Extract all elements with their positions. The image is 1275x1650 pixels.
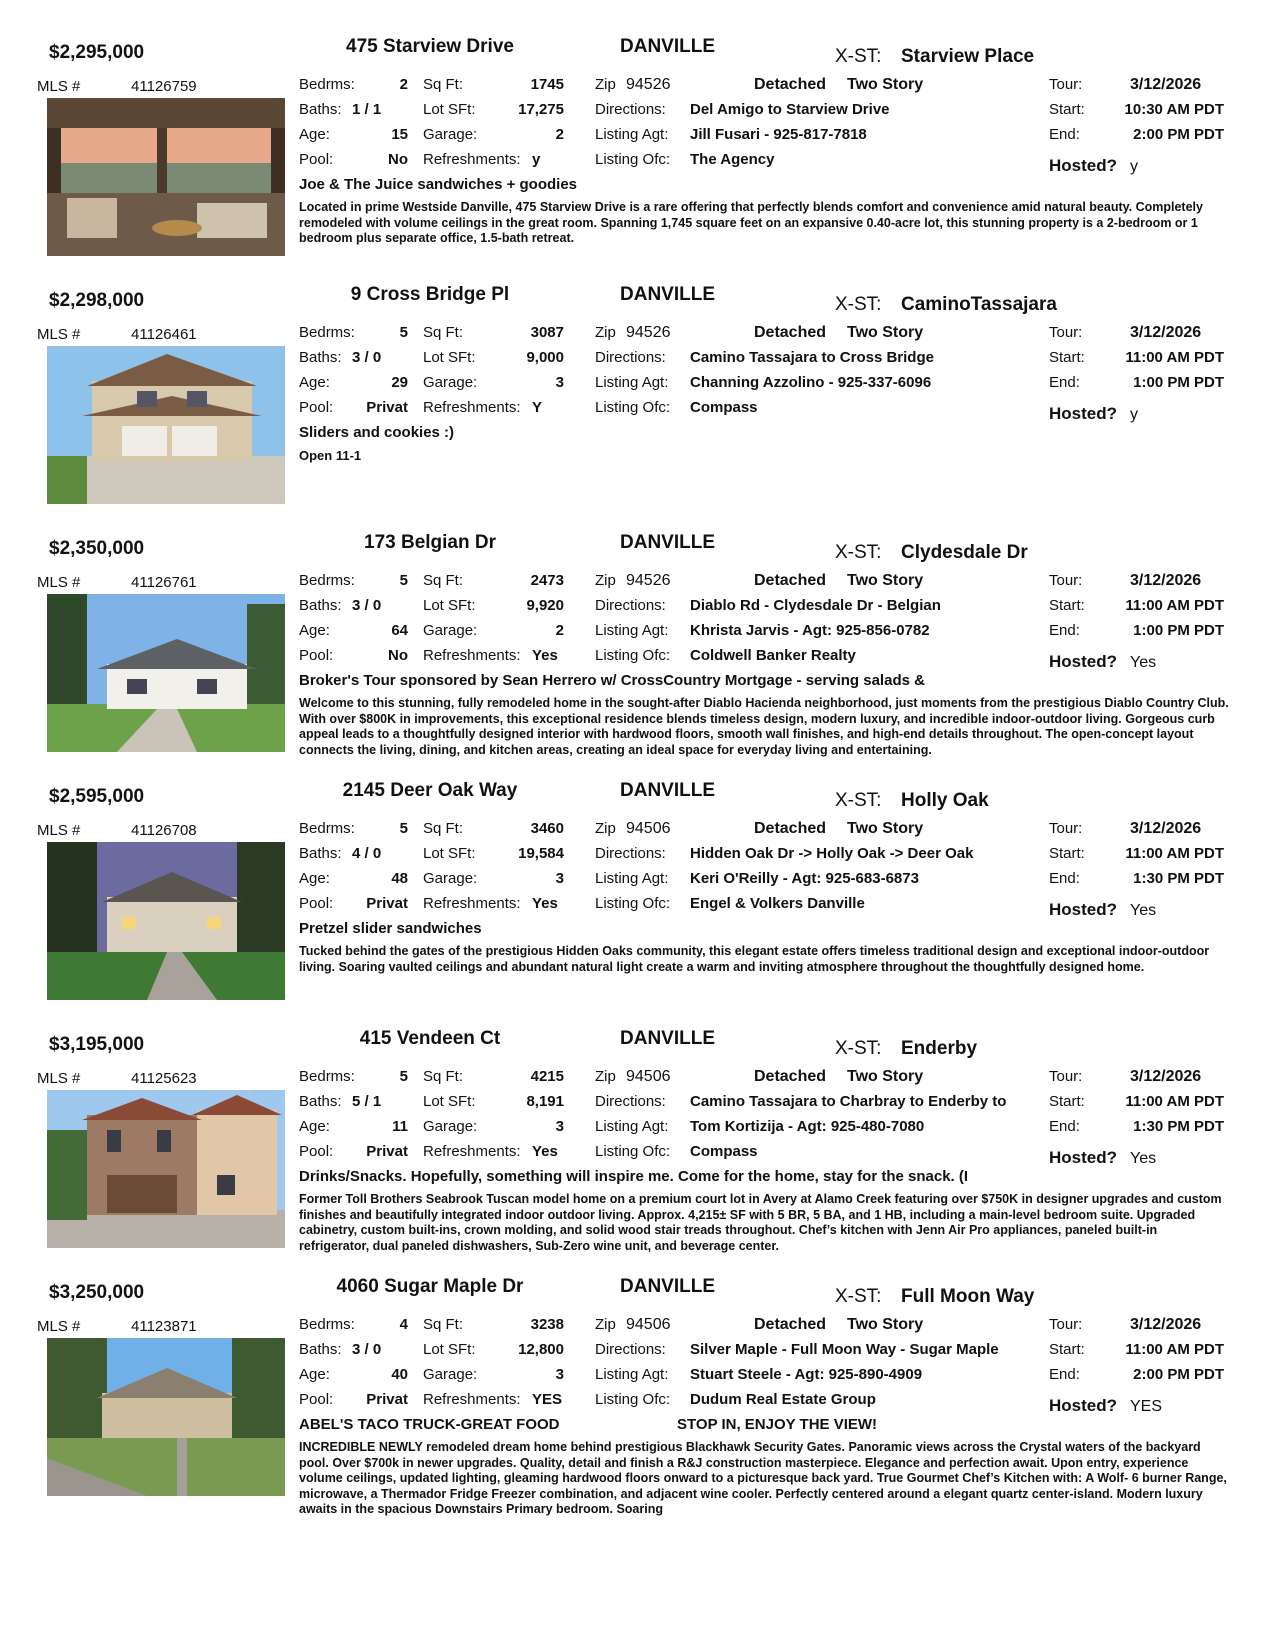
refreshments-label: Refreshments: [423,1391,521,1408]
pool-label: Pool: [299,895,334,912]
pool: Privat [366,895,408,912]
listing-agent: Khrista Jarvis - Agt: 925-856-0782 [690,622,930,639]
start-time: 11:00 AM PDT [1125,845,1224,862]
age-label: Age: [299,870,330,887]
directions: Silver Maple - Full Moon Way - Sugar Maple [690,1341,999,1358]
bedrooms-label: Bedrms: [299,1068,355,1085]
pool-label: Pool: [299,647,334,664]
cross-street-label: X-ST: [835,542,882,563]
listing-agent-label: Listing Agt: [595,126,669,143]
refreshments-label: Refreshments: [423,151,521,168]
refreshments-note-2: STOP IN, ENJOY THE VIEW! [677,1416,878,1433]
end-time: 1:00 PM PDT [1133,374,1224,391]
cross-street: Starview Place [901,46,1035,67]
property-photo [47,98,285,256]
listing-city: DANVILLE [620,532,715,553]
property-description: Tucked behind the gates of the prestigious Hidden Oaks community, this elegant estate offers timeless traditional design and exceptional indoor-outdoor living. Soaring vaulted ceilings and abundant natural light create a warm and inviting atmosphere throughout the thoughtfully designed home. [299,944,1210,974]
bedrooms: 5 [399,820,408,837]
garage: 3 [555,1118,564,1135]
bedrooms-label: Bedrms: [299,76,355,93]
start-time: 11:00 AM PDT [1125,597,1224,614]
property-style: Two Story [847,324,924,341]
cross-street: Holly Oak [901,790,989,811]
pool-label: Pool: [299,151,334,168]
zip-label: Zip [595,572,616,589]
listing-agent-label: Listing Agt: [595,1366,669,1383]
property-description: Former Toll Brothers Seabrook Tuscan model home on a premium court lot in Avery at Alamo Creek featuring over $750K in designer upgrades and custom finishes and beautifully integrated indoor outdoor living. Approx. 4,215± SF with 5 BR, 5 BA, and 1 HB, including a main-level bedroom suite. Upgraded cabinetry, custom built-ins, crown molding, and solid wood stair treads throughout. Chef’s kitchen with Jenn Air Pro appliances, paneled built-in refrigerator, dual paneled dishwashers, Sub-Zero wine unit, and beverage center. [299,1192,1222,1253]
baths-label: Baths: [299,1093,342,1110]
baths: 3 / 0 [352,349,382,366]
age: 15 [391,126,408,143]
garage-label: Garage: [423,126,478,143]
tour-label: Tour: [1049,572,1083,589]
sqft-label: Sq Ft: [423,820,464,837]
garage: 2 [555,622,564,639]
start-label: Start: [1049,1341,1085,1358]
lot-sqft: 17,275 [518,101,564,118]
refreshments-note: Joe & The Juice sandwiches + goodies [299,176,578,193]
sqft-label: Sq Ft: [423,324,464,341]
remarks: Open 11-1 [299,448,362,463]
baths-label: Baths: [299,1341,342,1358]
listing-agent: Channing Azzolino - 925-337-6096 [690,374,932,391]
baths: 4 / 0 [352,845,382,862]
lot-sqft: 9,920 [526,597,564,614]
property-type: Detached [754,76,827,93]
bedrooms-label: Bedrms: [299,1316,355,1333]
start-time: 11:00 AM PDT [1125,1093,1224,1110]
refreshments-note: Pretzel slider sandwiches [299,920,482,937]
cross-street: Clydesdale Dr [901,542,1028,563]
pool: Privat [366,1391,408,1408]
age-label: Age: [299,1366,330,1383]
refreshments: Yes [532,647,558,664]
tour-date: 3/12/2026 [1130,1068,1202,1085]
start-time: 11:00 AM PDT [1125,1341,1224,1358]
lot-sqft-label: Lot SFt: [423,597,476,614]
age: 29 [391,374,408,391]
start-time: 10:30 AM PDT [1124,101,1224,118]
directions: Diablo Rd - Clydesdale Dr - Belgian [690,597,941,614]
baths: 5 / 1 [352,1093,382,1110]
directions-label: Directions: [595,101,666,118]
start-label: Start: [1049,349,1085,366]
property-photo [47,842,285,1000]
listing-price: $3,195,000 [49,1034,145,1055]
directions-label: Directions: [595,1341,666,1358]
end-time: 1:30 PM PDT [1133,870,1224,887]
property-photo [47,594,285,752]
property-photo [47,1338,285,1496]
bedrooms: 4 [399,1316,408,1333]
zip-code: 94526 [626,324,671,341]
age: 40 [391,1366,408,1383]
refreshments-note: Sliders and cookies :) [299,424,455,441]
tour-label: Tour: [1049,1316,1083,1333]
sqft: 3238 [530,1316,564,1333]
listing-office-label: Listing Ofc: [595,895,671,912]
zip-code: 94506 [626,1068,671,1085]
lot-sqft: 19,584 [518,845,564,862]
cross-street: Enderby [901,1038,978,1059]
listing-agent-label: Listing Agt: [595,622,669,639]
lot-sqft-label: Lot SFt: [423,1341,476,1358]
property-type: Detached [754,1316,827,1333]
refreshments: YES [532,1391,563,1408]
garage: 3 [555,374,564,391]
bedrooms: 2 [399,76,408,93]
hosted-label: Hosted? [1049,1148,1117,1167]
listing [0,282,1275,544]
tour-date: 3/12/2026 [1130,1316,1202,1333]
listing-agent: Tom Kortizija - Agt: 925-480-7080 [690,1118,925,1135]
listing-office-label: Listing Ofc: [595,1143,671,1160]
hosted-value: y [1130,406,1138,423]
baths-label: Baths: [299,845,342,862]
garage-label: Garage: [423,1366,478,1383]
property-type: Detached [754,572,827,589]
garage-label: Garage: [423,1118,478,1135]
start-label: Start: [1049,845,1085,862]
listing-price: $2,298,000 [49,290,145,311]
property-description: INCREDIBLE NEWLY remodeled dream home behind prestigious Blackhawk Security Gates. Panoramic views across the Crystal waters of the backyard pool. Over $700k in newer upgrades. Quality, detail and finish a R&J construction masterpiece. Elegance and perfection await. Upon entry, experience volume ceilings, updated lighting, gleaming hardwood floors onward to a picturesque back yard. True Gourmet Chef’s Kitchen with: A Wolf- 6 burner Range, microwave, a Thermador Fridge Freezer combination, and adjacent wine cooler. Perfectly centered around a elegant quartz center-island. Modern luxury awaits in the spacious Downstairs Primary bedroom. Soaring [299,1440,1227,1516]
refreshments-note: Broker's Tour sponsored by Sean Herrero w/ CrossCountry Mortgage - serving salads & [299,672,925,689]
hosted-value: Yes [1130,1150,1157,1167]
refreshments-label: Refreshments: [423,399,521,416]
zip-code: 94526 [626,76,671,93]
pool: Privat [366,1143,408,1160]
end-time: 1:00 PM PDT [1133,622,1224,639]
sqft-label: Sq Ft: [423,76,464,93]
listing-office: Dudum Real Estate Group [690,1391,876,1408]
pool-label: Pool: [299,1391,334,1408]
property-style: Two Story [847,572,924,589]
listing-agent-label: Listing Agt: [595,870,669,887]
property-style: Two Story [847,1316,924,1333]
property-photo [47,346,285,504]
mls-label: MLS # [37,574,81,591]
property-style: Two Story [847,76,924,93]
sqft: 3087 [530,324,564,341]
listing-office: The Agency [690,151,775,168]
bedrooms: 5 [399,572,408,589]
mls-number: 41126759 [131,78,197,95]
age-label: Age: [299,126,330,143]
lot-sqft-label: Lot SFt: [423,1093,476,1110]
listing [0,1274,1275,1536]
bedrooms-label: Bedrms: [299,572,355,589]
property-style: Two Story [847,1068,924,1085]
tour-date: 3/12/2026 [1130,820,1202,837]
tour-label: Tour: [1049,324,1083,341]
directions: Camino Tassajara to Charbray to Enderby to [690,1093,1007,1110]
tour-date: 3/12/2026 [1130,572,1202,589]
mls-label: MLS # [37,78,81,95]
listing-price: $2,595,000 [49,786,145,807]
property-description: Welcome to this stunning, fully remodeled home in the sought-after Diablo Hacienda neighborhood, just moments from the prestigious Diablo Country Club. With over $800K in improvements, this exceptional residence blends timeless design, modern luxury, and incredible indoor-outdoor living. Gorgeous curb appeal leads to a thoughtfully designed interior with hardwood floors, smooth wall finishes, and high-end details throughout. The open-concept layout connects the living, dining, and kitchen areas, creating an ideal space for everyday living and entertaining. [299,696,1229,757]
end-time: 2:00 PM PDT [1133,1366,1224,1383]
mls-number: 41126461 [131,326,197,343]
zip-label: Zip [595,76,616,93]
start-label: Start: [1049,597,1085,614]
mls-label: MLS # [37,326,81,343]
lot-sqft-label: Lot SFt: [423,101,476,118]
zip-label: Zip [595,1068,616,1085]
hosted-label: Hosted? [1049,156,1117,175]
end-time: 2:00 PM PDT [1133,126,1224,143]
baths: 3 / 0 [352,1341,382,1358]
listing-agent: Jill Fusari - 925-817-7818 [690,126,867,143]
garage-label: Garage: [423,622,478,639]
listing-address: 9 Cross Bridge Pl [350,284,510,305]
mls-label: MLS # [37,822,81,839]
pool: No [388,647,408,664]
end-label: End: [1049,1118,1080,1135]
garage-label: Garage: [423,374,478,391]
bedrooms: 5 [399,1068,408,1085]
cross-street-label: X-ST: [835,1038,882,1059]
sqft: 1745 [530,76,564,93]
end-time: 1:30 PM PDT [1133,1118,1224,1135]
hosted-label: Hosted? [1049,652,1117,671]
listing-agent: Stuart Steele - Agt: 925-890-4909 [690,1366,923,1383]
property-photo [47,1090,285,1248]
sqft-label: Sq Ft: [423,1316,464,1333]
start-label: Start: [1049,101,1085,118]
lot-sqft: 12,800 [518,1341,564,1358]
listing-city: DANVILLE [620,284,715,305]
sqft-label: Sq Ft: [423,1068,464,1085]
sqft-label: Sq Ft: [423,572,464,589]
listing-office-label: Listing Ofc: [595,1391,671,1408]
garage: 2 [555,126,564,143]
age: 11 [392,1118,408,1135]
directions-label: Directions: [595,845,666,862]
cross-street: Full Moon Way [901,1286,1035,1307]
baths-label: Baths: [299,349,342,366]
directions-label: Directions: [595,597,666,614]
tour-date: 3/12/2026 [1130,324,1202,341]
bedrooms: 5 [399,324,408,341]
start-label: Start: [1049,1093,1085,1110]
end-label: End: [1049,126,1080,143]
hosted-value: Yes [1130,902,1157,919]
tour-label: Tour: [1049,76,1083,93]
property-description: Located in prime Westside Danville, 475 Starview Drive is a rare offering that perfectly blends comfort and convenience amid natural beauty. Completely remodeled with volume ceilings in the great room. Spanning 1,745 square feet on an expansive 0.40-acre lot, this stunning property is a 2-bedroom or 1 bedroom plus separate office, 1.5-bath retreat. [299,200,1203,245]
listing [0,34,1275,296]
pool-label: Pool: [299,399,334,416]
end-label: End: [1049,870,1080,887]
listing-address: 173 Belgian Dr [364,532,496,553]
age-label: Age: [299,1118,330,1135]
baths: 1 / 1 [352,101,382,118]
listing [0,778,1275,1040]
listing-price: $2,350,000 [49,538,145,559]
refreshments: Y [532,399,543,416]
refreshments-label: Refreshments: [423,895,521,912]
cross-street: CaminoTassajara [901,294,1057,315]
property-style: Two Story [847,820,924,837]
baths-label: Baths: [299,597,342,614]
zip-code: 94506 [626,820,671,837]
directions: Del Amigo to Starview Drive [690,101,890,118]
lot-sqft: 8,191 [526,1093,564,1110]
age: 48 [391,870,408,887]
directions-label: Directions: [595,349,666,366]
listing [0,1026,1275,1288]
listing-address: 4060 Sugar Maple Dr [336,1276,524,1297]
lot-sqft-label: Lot SFt: [423,349,476,366]
listing-agent-label: Listing Agt: [595,374,669,391]
listing-address: 475 Starview Drive [346,36,514,57]
listing [0,530,1275,792]
hosted-label: Hosted? [1049,404,1117,423]
baths: 3 / 0 [352,597,382,614]
end-label: End: [1049,374,1080,391]
zip-label: Zip [595,1316,616,1333]
sqft: 2473 [530,572,564,589]
pool-label: Pool: [299,1143,334,1160]
lot-sqft: 9,000 [526,349,564,366]
listing-office: Compass [690,399,758,416]
refreshments-label: Refreshments: [423,1143,521,1160]
sqft: 3460 [530,820,564,837]
start-time: 11:00 AM PDT [1125,349,1224,366]
directions: Camino Tassajara to Cross Bridge [690,349,934,366]
cross-street-label: X-ST: [835,1286,882,1307]
property-type: Detached [754,1068,827,1085]
mls-label: MLS # [37,1070,81,1087]
directions-label: Directions: [595,1093,666,1110]
listing-price: $3,250,000 [49,1282,145,1303]
zip-code: 94506 [626,1316,671,1333]
listing-address: 2145 Deer Oak Way [342,780,518,801]
lot-sqft-label: Lot SFt: [423,845,476,862]
cross-street-label: X-ST: [835,294,882,315]
listing-agent-label: Listing Agt: [595,1118,669,1135]
hosted-value: YES [1130,1398,1163,1415]
listing-city: DANVILLE [620,36,715,57]
refreshments-note: ABEL'S TACO TRUCK-GREAT FOOD [299,1416,560,1433]
zip-label: Zip [595,324,616,341]
refreshments: y [532,151,541,168]
property-type: Detached [754,820,827,837]
listing-city: DANVILLE [620,1276,715,1297]
cross-street-label: X-ST: [835,46,882,67]
bedrooms-label: Bedrms: [299,324,355,341]
mls-number: 41126761 [131,574,197,591]
hosted-value: y [1130,158,1138,175]
garage-label: Garage: [423,870,478,887]
hosted-label: Hosted? [1049,900,1117,919]
pool: No [388,151,408,168]
zip-code: 94526 [626,572,671,589]
mls-number: 41123871 [131,1318,197,1335]
listing-office: Engel & Volkers Danville [690,895,865,912]
directions: Hidden Oak Dr -> Holly Oak -> Deer Oak [690,845,974,862]
listing-city: DANVILLE [620,780,715,801]
listing-address: 415 Vendeen Ct [359,1028,501,1049]
pool: Privat [366,399,408,416]
bedrooms-label: Bedrms: [299,820,355,837]
age-label: Age: [299,374,330,391]
listing-office-label: Listing Ofc: [595,399,671,416]
hosted-value: Yes [1130,654,1157,671]
end-label: End: [1049,1366,1080,1383]
property-type: Detached [754,324,827,341]
age: 64 [391,622,408,639]
sqft: 4215 [530,1068,564,1085]
tour-date: 3/12/2026 [1130,76,1202,93]
listing-office-label: Listing Ofc: [595,151,671,168]
cross-street-label: X-ST: [835,790,882,811]
refreshments-note: Drinks/Snacks. Hopefully, something will inspire me. Come for the home, stay for the snack. (I [299,1168,969,1185]
refreshments-label: Refreshments: [423,647,521,664]
mls-label: MLS # [37,1318,81,1335]
listing-office: Coldwell Banker Realty [690,647,856,664]
mls-number: 41126708 [131,822,197,839]
garage: 3 [555,1366,564,1383]
zip-label: Zip [595,820,616,837]
end-label: End: [1049,622,1080,639]
tour-label: Tour: [1049,820,1083,837]
baths-label: Baths: [299,101,342,118]
age-label: Age: [299,622,330,639]
garage: 3 [555,870,564,887]
refreshments: Yes [532,1143,558,1160]
listing-city: DANVILLE [620,1028,715,1049]
listing-office-label: Listing Ofc: [595,647,671,664]
tour-label: Tour: [1049,1068,1083,1085]
listing-office: Compass [690,1143,758,1160]
hosted-label: Hosted? [1049,1396,1117,1415]
mls-number: 41125623 [131,1070,197,1087]
listing-agent: Keri O'Reilly - Agt: 925-683-6873 [690,870,919,887]
listing-price: $2,295,000 [49,42,145,63]
refreshments: Yes [532,895,558,912]
